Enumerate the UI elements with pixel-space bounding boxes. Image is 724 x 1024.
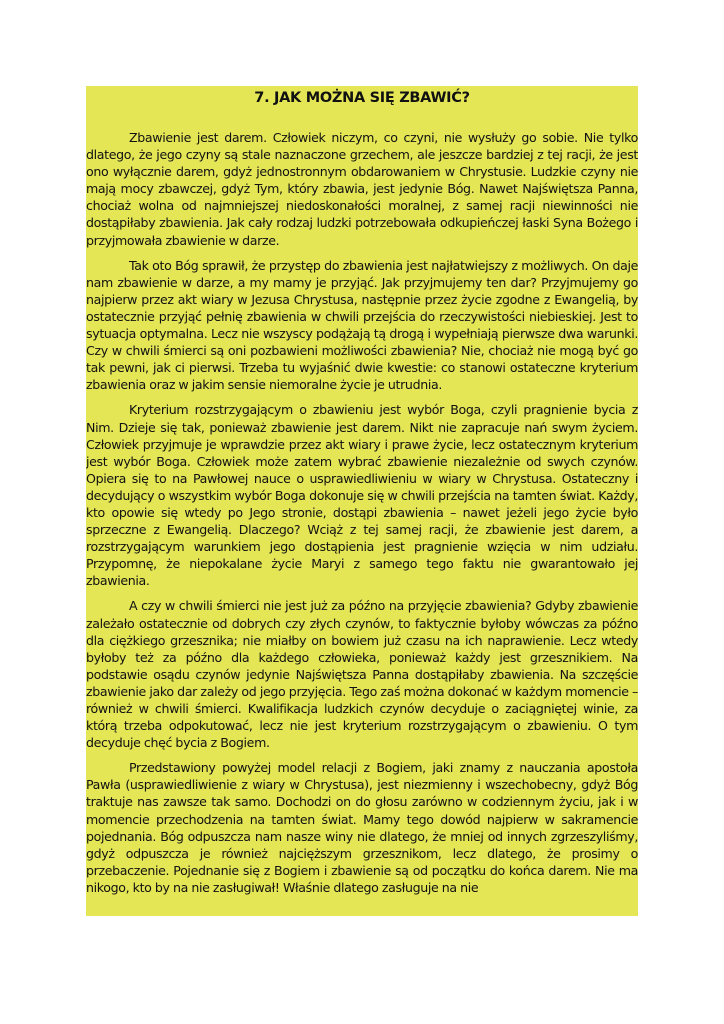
paragraph: A czy w chwili śmierci nie jest już za późno na przyjęcie zbawienia? Gdyby zbawienie zależało ostatecznie od dobrych czy złych czynów, to faktycznie byłoby wówczas za późno dla ciężkiego grzesznika; nie miałby on bowiem już czasu na ich naprawienie. Lecz wtedy byłoby też za późno dla każdego człowieka, ponieważ każdy jest grzesznikiem. Na podstawie osądu czynów jedynie Najświętsza Panna dostąpiłaby zbawienia. Na szczęście zbawienie jako dar zależy od jego przyjęcia. Tego zaś można dokonać w każdym momencie – również w chwili śmierci. Kwalifikacja ludzkich czynów decyduje o zaciągniętej winie, za którą trzeba odpokutować, lecz nie jest kryterium rozstrzygającym o zbawieniu. O tym decyduje chęć bycia z Bogiem.: [86, 598, 638, 751]
document-page: [86, 86, 638, 916]
paragraph: Przedstawiony powyżej model relacji z Bogiem, jaki znamy z nauczania apostoła Pawła (usprawiedliwienie z wiary w Chrystusa), jest niezmienny i wszechobecny, gdyż Bóg traktuje nas zawsze tak samo. Dochodzi on do głosu zarówno w codziennym życiu, jak i w momencie przechodzenia na tamten świat. Mamy tego dowód najpierw w sakramencie pojednania. Bóg odpuszcza nam nasze winy nie dlatego, że mniej od innych zgrzeszyliśmy, gdyż odpuszcza je również najcięższym grzesznikom, lecz dlatego, że prosimy o przebaczenie. Pojednanie się z Bogiem i zbawienie są od początku do końca darem. Nie ma nikogo, kto by na nie zasługiwał! Właśnie dlatego zasługuje na nie: [86, 760, 638, 895]
paragraph: Tak oto Bóg sprawił, że przystęp do zbawienia jest najłatwiejszy z możliwych. On daje nam zbawienie w darze, a my mamy je przyjąć. Jak przyjmujemy ten dar? Przyjmujemy go najpierw przez akt wiary w Jezusa Chrystusa, następnie przez życie zgodne z Ewangelią, by ostatecznie przyjąć pełnię zbawienia w chwili przejścia do rzeczywistości niebieskiej. Jest to sytuacja optymalna. Lecz nie wszyscy podążają tą drogą i wypełniają pierwsze dwa warunki. Czy w chwili śmierci są oni pozbawieni możliwości zbawienia? Nie, chociaż nie mogą być go tak pewni, jak ci pierwsi. Trzeba tu wyjaśnić dwie kwestie: co stanowi ostateczne kryterium zbawienia oraz w jakim sensie niemoralne życie je utrudnia.: [86, 257, 638, 393]
document-body: [86, 129, 638, 896]
paragraph: Kryterium rozstrzygającym o zbawieniu jest wybór Boga, czyli pragnienie bycia z Nim. Dzieje się tak, ponieważ zbawienie jest darem. Nikt nie zapracuje nań swym życiem. Człowiek przyjmuje je wprawdzie przez akt wiary i prawe życie, lecz ostatecznym kryterium jest wybór Boga. Człowiek może zatem wybrać zbawienie niezależnie od swych czynów. Opiera się to na Pawłowej nauce o usprawiedliwieniu w wiary w Chrystusa. Ostateczny i decydujący o wszystkim wybór Boga dokonuje się w chwili przejścia na tamten świat. Każdy, kto opowie się wtedy po Jego stronie, dostąpi zbawienia – nawet jeżeli jego życie było sprzeczne z Ewangelią. Dlaczego? Wciąż z tej samej racji, że zbawienie jest darem, a rozstrzygającym warunkiem jego dostąpienia jest pragnienie wzięcia w nim udziału. Przypomnę, że niepokalane życie Maryi z samego tego faktu nie gwarantowało jej zbawienia.: [86, 402, 638, 589]
chapter-heading: 7. JAK MOŻNA SIĘ ZBAWIĆ?: [254, 90, 470, 106]
paragraph: Zbawienie jest darem. Człowiek niczym, co czyni, nie wysłuży go sobie. Nie tylko dlatego, że jego czyny są stale naznaczone grzechem, ale jeszcze bardziej z tej racji, że jest ono wyłącznie darem, gdyż jednostronnym obdarowaniem w Chrystusie. Ludzkie czyny nie mają mocy zbawczej, gdyż Tym, który zbawia, jest jedynie Bóg. Nawet Najświętsza Panna, chociaż wolna od najmniejszej niedoskonałości moralnej, z samej racji niewinności nie dostąpiłaby zbawienia. Jak cały rodzaj ludzki potrzebowała odkupieńczej łaski Syna Bożego i przyjmowała zbawienie w darze.: [86, 130, 638, 248]
